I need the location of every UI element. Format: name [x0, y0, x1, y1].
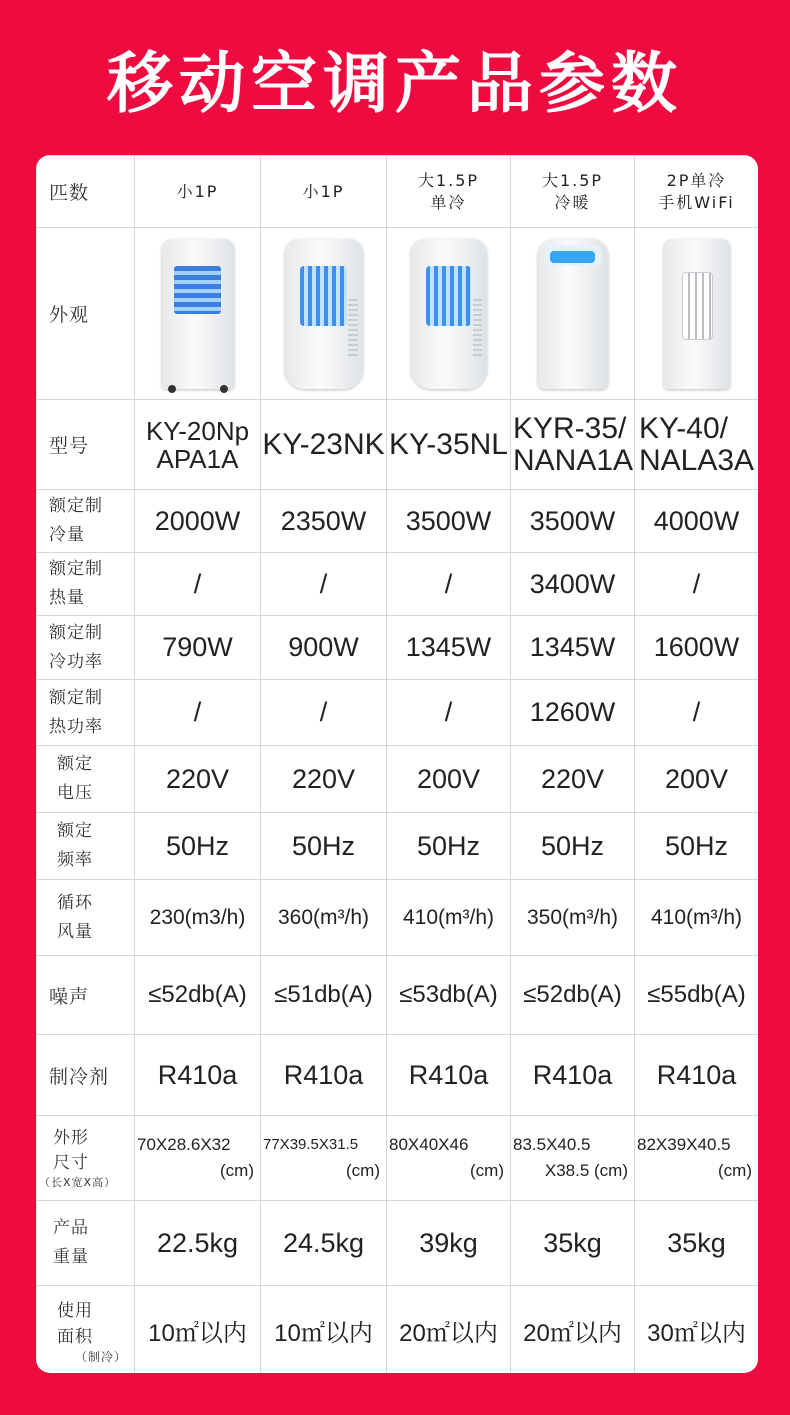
value-cell: ≤51db(A)	[261, 956, 387, 1035]
portable-ac-icon	[162, 239, 234, 389]
value-cell: /	[635, 680, 759, 746]
value-cell: /	[387, 680, 511, 746]
value-cell: 220V	[135, 746, 261, 813]
value-cell: 790W	[135, 616, 261, 680]
model-cell: KY-40/ NALA3A	[635, 400, 759, 490]
value-cell: 39kg	[387, 1201, 511, 1286]
dimension-cell: 83.5X40.5 X38.5 (cm)	[511, 1116, 635, 1201]
product-image-cell	[135, 228, 261, 400]
hp-cell: 小1P	[135, 156, 261, 228]
portable-ac-icon	[664, 239, 730, 389]
airflow-row	[37, 880, 759, 956]
value-cell: 1345W	[387, 616, 511, 680]
value-cell: 4000W	[635, 490, 759, 553]
value-cell: 900W	[261, 616, 387, 680]
row-label-airflow: 循环 风量	[37, 880, 135, 956]
model-row	[37, 400, 759, 490]
portable-ac-icon	[538, 239, 608, 389]
area-row	[37, 1286, 759, 1374]
frequency-row	[37, 813, 759, 880]
hp-cell: 大1.5P 单冷	[387, 156, 511, 228]
value-cell: 200V	[387, 746, 511, 813]
value-cell: 50Hz	[387, 813, 511, 880]
value-cell: 50Hz	[261, 813, 387, 880]
weight-row	[37, 1201, 759, 1286]
product-image-cell	[261, 228, 387, 400]
row-label-model: 型号	[37, 400, 135, 490]
spec-table	[36, 155, 758, 1373]
value-cell: 230(m3/h)	[135, 880, 261, 956]
value-cell: 1345W	[511, 616, 635, 680]
value-cell: 2350W	[261, 490, 387, 553]
model-cell: KY-23NK	[261, 400, 387, 490]
row-label-horsepower: 匹数	[37, 156, 135, 228]
value-cell: ≤52db(A)	[135, 956, 261, 1035]
cool-power-row	[37, 616, 759, 680]
value-cell: 20㎡以内	[387, 1286, 511, 1374]
dimension-cell: 80X40X46 (cm)	[387, 1116, 511, 1201]
value-cell: 35kg	[635, 1201, 759, 1286]
row-label-heat-power: 额定制 热功率	[37, 680, 135, 746]
value-cell: 1600W	[635, 616, 759, 680]
row-label-cool-capacity: 额定制 冷量	[37, 490, 135, 553]
portable-ac-icon	[411, 239, 487, 389]
heat-capacity-row	[37, 553, 759, 616]
row-label-noise: 噪声	[37, 956, 135, 1035]
model-cell: KY-20Np APA1A	[135, 400, 261, 490]
value-cell: ≤55db(A)	[635, 956, 759, 1035]
value-cell: /	[635, 553, 759, 616]
value-cell: 3500W	[387, 490, 511, 553]
heat-power-row	[37, 680, 759, 746]
value-cell: ≤53db(A)	[387, 956, 511, 1035]
value-cell: R410a	[261, 1035, 387, 1116]
dimension-cell: 70X28.6X32 (cm)	[135, 1116, 261, 1201]
value-cell: 30㎡以内	[635, 1286, 759, 1374]
value-cell: 22.5kg	[135, 1201, 261, 1286]
value-cell: 20㎡以内	[511, 1286, 635, 1374]
row-label-heat-capacity: 额定制 热量	[37, 553, 135, 616]
value-cell: R410a	[511, 1035, 635, 1116]
value-cell: R410a	[635, 1035, 759, 1116]
value-cell: 10㎡以内	[135, 1286, 261, 1374]
value-cell: 3500W	[511, 490, 635, 553]
hp-cell: 大1.5P 冷暖	[511, 156, 635, 228]
row-label-frequency: 额定 频率	[37, 813, 135, 880]
value-cell: ≤52db(A)	[511, 956, 635, 1035]
refrigerant-row	[37, 1035, 759, 1116]
cool-capacity-row	[37, 490, 759, 553]
value-cell: 1260W	[511, 680, 635, 746]
value-cell: 360(m³/h)	[261, 880, 387, 956]
row-label-dimensions: 外形 尺寸 （长X宽X高）	[37, 1116, 135, 1201]
value-cell: 200V	[635, 746, 759, 813]
appearance-row	[37, 228, 759, 400]
product-image-cell	[511, 228, 635, 400]
product-image-cell	[635, 228, 759, 400]
value-cell: /	[261, 553, 387, 616]
product-image-cell	[387, 228, 511, 400]
value-cell: 350(m³/h)	[511, 880, 635, 956]
voltage-row	[37, 746, 759, 813]
value-cell: 220V	[261, 746, 387, 813]
value-cell: 3400W	[511, 553, 635, 616]
value-cell: /	[135, 680, 261, 746]
row-label-voltage: 额定 电压	[37, 746, 135, 813]
portable-ac-icon	[285, 239, 363, 389]
row-label-area: 使用 面积 （制冷）	[37, 1286, 135, 1374]
noise-row	[37, 956, 759, 1035]
row-label-weight: 产品 重量	[37, 1201, 135, 1286]
page-title: 移动空调产品参数	[107, 45, 683, 122]
value-cell: /	[135, 553, 261, 616]
value-cell: /	[261, 680, 387, 746]
value-cell: 2000W	[135, 490, 261, 553]
value-cell: 50Hz	[135, 813, 261, 880]
header-row	[37, 156, 759, 228]
row-label-cool-power: 额定制 冷功率	[37, 616, 135, 680]
value-cell: /	[387, 553, 511, 616]
value-cell: 35kg	[511, 1201, 635, 1286]
value-cell: 10㎡以内	[261, 1286, 387, 1374]
row-label-refrigerant: 制冷剂	[37, 1035, 135, 1116]
hp-cell: 小1P	[261, 156, 387, 228]
model-cell: KY-35NL	[387, 400, 511, 490]
dimensions-row	[37, 1116, 759, 1201]
value-cell: 410(m³/h)	[387, 880, 511, 956]
dimension-cell: 77X39.5X31.5 (cm)	[261, 1116, 387, 1201]
value-cell: 50Hz	[635, 813, 759, 880]
spec-table-card	[36, 155, 758, 1373]
dimension-cell: 82X39X40.5 (cm)	[635, 1116, 759, 1201]
value-cell: R410a	[387, 1035, 511, 1116]
model-cell: KYR-35/ NANA1A	[511, 400, 635, 490]
value-cell: 50Hz	[511, 813, 635, 880]
value-cell: R410a	[135, 1035, 261, 1116]
value-cell: 410(m³/h)	[635, 880, 759, 956]
value-cell: 220V	[511, 746, 635, 813]
row-label-appearance: 外观	[37, 228, 135, 400]
hp-cell: 2P单冷 手机WiFi	[635, 156, 759, 228]
value-cell: 24.5kg	[261, 1201, 387, 1286]
